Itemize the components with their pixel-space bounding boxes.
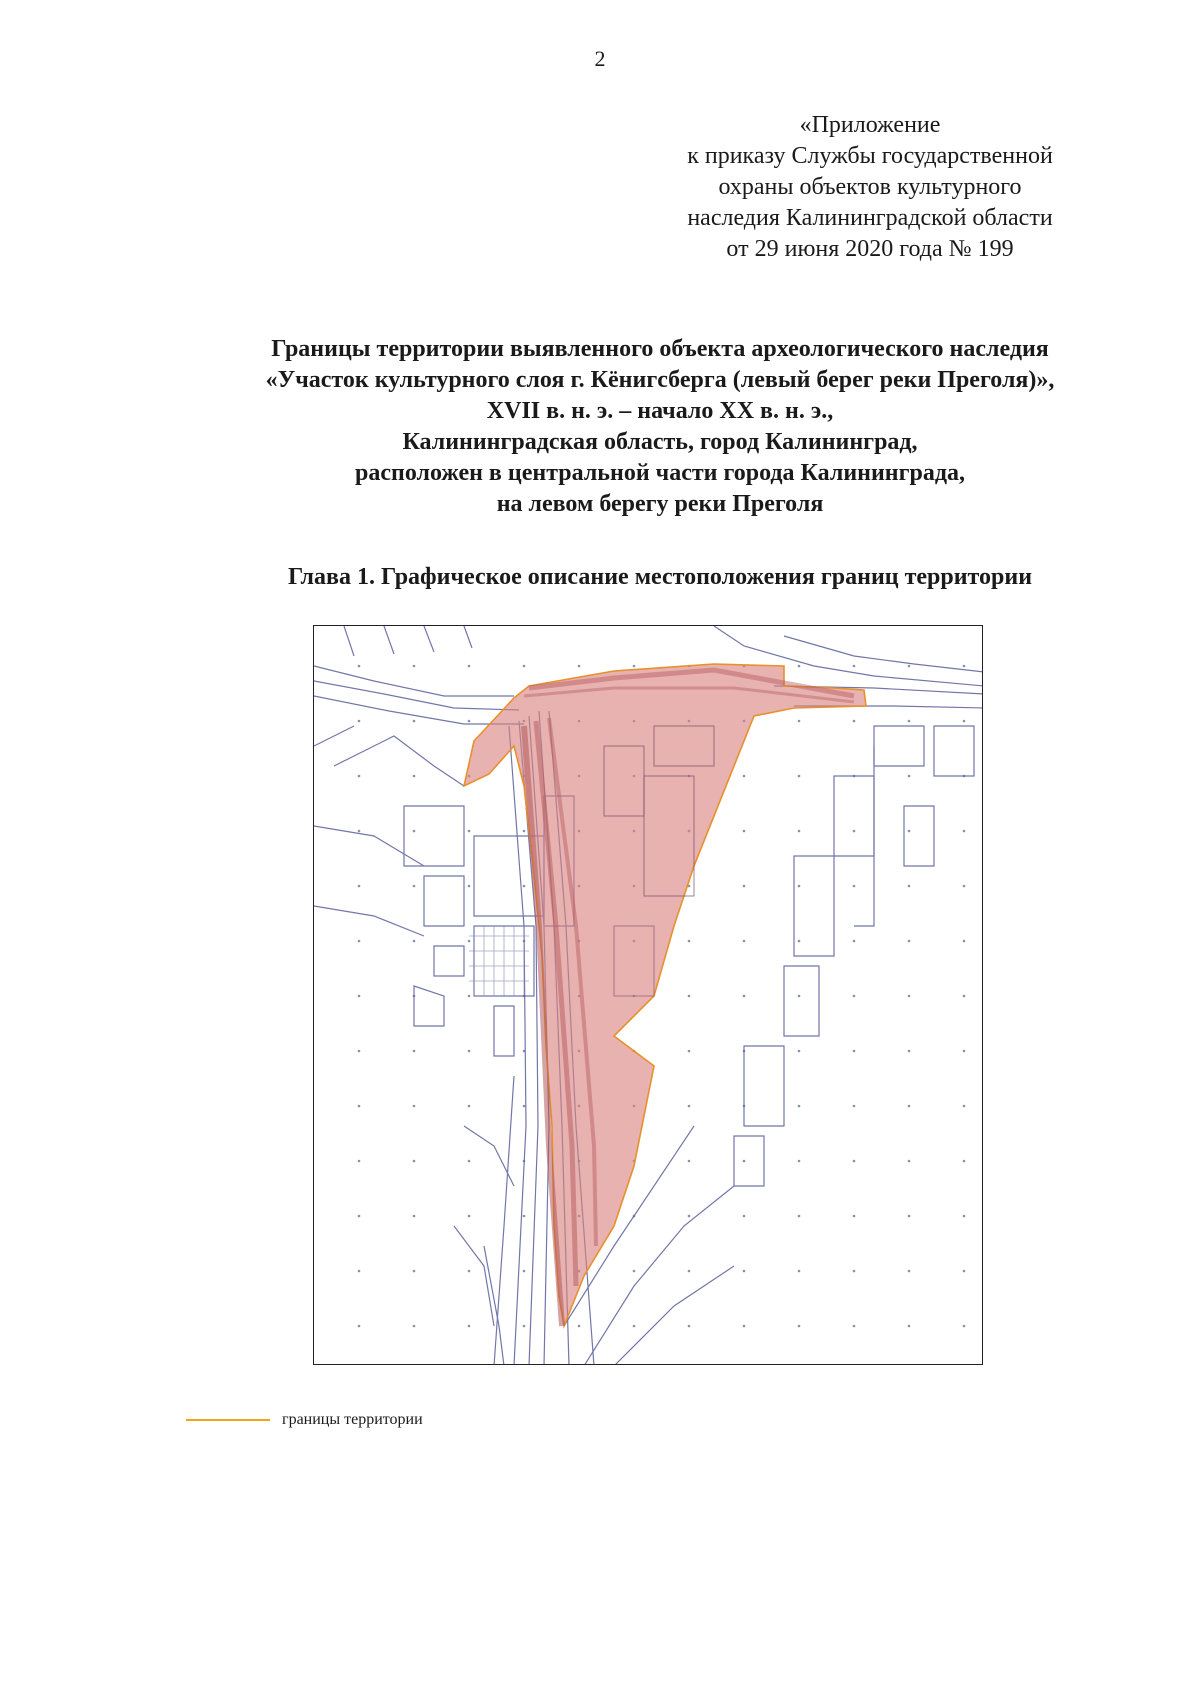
grid-dot: [523, 1215, 526, 1218]
grid-dot: [468, 940, 471, 943]
grid-dot: [688, 940, 691, 943]
grid-dot: [908, 885, 911, 888]
grid-dot: [853, 665, 856, 668]
grid-dot: [413, 1325, 416, 1328]
grid-dot: [468, 1215, 471, 1218]
grid-dot: [963, 1325, 966, 1328]
grid-dot: [743, 1325, 746, 1328]
grid-dot: [468, 665, 471, 668]
grid-dot: [688, 1215, 691, 1218]
title-line: XVII в. н. э. – начало XX в. н. э.,: [486, 398, 834, 424]
grid-dot: [963, 1160, 966, 1163]
grid-dot: [963, 995, 966, 998]
legend-boundary-line: [186, 1419, 270, 1421]
grid-dot: [413, 1270, 416, 1273]
grid-dot: [523, 830, 526, 833]
grid-dot: [468, 1105, 471, 1108]
grid-dot: [358, 720, 361, 723]
grid-dot: [688, 995, 691, 998]
grid-dot: [468, 1270, 471, 1273]
title-line: Калининградская область, город Калининград,: [402, 429, 918, 455]
grid-dot: [963, 1270, 966, 1273]
grid-dot: [853, 1325, 856, 1328]
grid-dot: [963, 720, 966, 723]
grid-dot: [963, 885, 966, 888]
grid-dot: [798, 995, 801, 998]
grid-dot: [798, 830, 801, 833]
grid-dot: [358, 885, 361, 888]
grid-dot: [963, 940, 966, 943]
grid-dot: [413, 665, 416, 668]
document-title: [130, 334, 1190, 520]
grid-dot: [633, 1325, 636, 1328]
grid-dot: [468, 720, 471, 723]
grid-dot: [853, 940, 856, 943]
grid-dot: [908, 720, 911, 723]
grid-dot: [908, 665, 911, 668]
grid-dot: [853, 1050, 856, 1053]
grid-dot: [798, 885, 801, 888]
grid-dot: [798, 1160, 801, 1163]
grid-dot: [523, 1270, 526, 1273]
grid-dot: [798, 1270, 801, 1273]
grid-dot: [743, 830, 746, 833]
grid-dot: [853, 720, 856, 723]
appendix-line: охраны объектов культурного: [718, 174, 1022, 200]
grid-dot: [688, 1050, 691, 1053]
grid-dot: [853, 1270, 856, 1273]
grid-dot: [413, 940, 416, 943]
grid-dot: [798, 665, 801, 668]
title-line: расположен в центральной части города Калининграда,: [354, 460, 966, 486]
grid-dot: [963, 830, 966, 833]
grid-dot: [633, 665, 636, 668]
chapter-heading: Глава 1. Графическое описание местоположения границ территории: [287, 564, 1033, 590]
grid-dot: [908, 1270, 911, 1273]
grid-dot: [743, 885, 746, 888]
grid-dot: [358, 1050, 361, 1053]
grid-dot: [688, 1270, 691, 1273]
grid-dot: [908, 830, 911, 833]
grid-dot: [413, 1105, 416, 1108]
grid-dot: [908, 1105, 911, 1108]
grid-dot: [963, 1215, 966, 1218]
appendix-line: к приказу Службы государственной: [687, 143, 1053, 169]
grid-dot: [358, 1160, 361, 1163]
grid-dot: [908, 1215, 911, 1218]
grid-dot: [743, 995, 746, 998]
grid-dot: [413, 830, 416, 833]
grid-dot: [688, 1105, 691, 1108]
grid-dot: [853, 1160, 856, 1163]
map-svg: [314, 626, 983, 1365]
grid-dot: [523, 1105, 526, 1108]
grid-dot: [963, 1050, 966, 1053]
grid-dot: [743, 775, 746, 778]
grid-dot: [468, 1325, 471, 1328]
grid-dot: [688, 1325, 691, 1328]
grid-dot: [413, 775, 416, 778]
hatched-block: [469, 926, 529, 996]
grid-dot: [853, 995, 856, 998]
grid-dot: [358, 1325, 361, 1328]
grid-dot: [743, 1215, 746, 1218]
grid-dot: [798, 940, 801, 943]
grid-dot: [358, 830, 361, 833]
map-legend: [186, 1410, 423, 1430]
appendix-line: от 29 июня 2020 года № 199: [726, 236, 1014, 262]
grid-dot: [468, 885, 471, 888]
grid-dot: [963, 665, 966, 668]
grid-dot: [358, 665, 361, 668]
appendix-line: наследия Калининградской области: [687, 205, 1053, 231]
grid-dot: [523, 1325, 526, 1328]
grid-dot: [743, 1160, 746, 1163]
grid-dot: [853, 830, 856, 833]
appendix-line: «Приложение: [799, 112, 941, 138]
grid-dot: [798, 1105, 801, 1108]
grid-dot: [358, 1215, 361, 1218]
grid-dot: [468, 1160, 471, 1163]
grid-dot: [358, 995, 361, 998]
grid-dot: [468, 1050, 471, 1053]
grid-dot: [468, 830, 471, 833]
grid-dot: [908, 1160, 911, 1163]
grid-dot: [798, 1050, 801, 1053]
grid-dot: [908, 940, 911, 943]
grid-dot: [413, 1050, 416, 1053]
grid-dot: [358, 940, 361, 943]
grid-dot: [798, 720, 801, 723]
grid-dot: [468, 995, 471, 998]
page-number: 2: [594, 46, 606, 71]
legend-label: границы территории: [282, 1411, 423, 1428]
boundary-map: [313, 625, 983, 1365]
title-line: на левом берегу реки Преголя: [496, 491, 824, 517]
grid-dot: [578, 1325, 581, 1328]
grid-dot: [853, 1105, 856, 1108]
grid-dot: [908, 1325, 911, 1328]
grid-dot: [413, 1160, 416, 1163]
grid-dot: [908, 775, 911, 778]
grid-dot: [578, 665, 581, 668]
grid-dot: [413, 885, 416, 888]
grid-dot: [743, 1270, 746, 1273]
appendix-header: [620, 110, 1120, 265]
grid-dot: [963, 1105, 966, 1108]
title-line: Границы территории выявленного объекта археологического наследия: [271, 336, 1049, 362]
grid-dot: [688, 1160, 691, 1163]
grid-dot: [798, 1215, 801, 1218]
grid-dot: [853, 885, 856, 888]
grid-dot: [413, 1215, 416, 1218]
grid-dot: [358, 1105, 361, 1108]
grid-dot: [633, 1270, 636, 1273]
grid-dot: [358, 775, 361, 778]
grid-dot: [523, 665, 526, 668]
grid-dot: [358, 1270, 361, 1273]
grid-dot: [743, 940, 746, 943]
grid-dot: [853, 1215, 856, 1218]
grid-dot: [908, 995, 911, 998]
title-line: «Участок культурного слоя г. Кёнигсберга (левый берег реки Преголя)»,: [265, 367, 1055, 393]
grid-dot: [413, 720, 416, 723]
grid-dot: [798, 1325, 801, 1328]
grid-dot: [798, 775, 801, 778]
grid-dot: [523, 885, 526, 888]
grid-dot: [908, 1050, 911, 1053]
